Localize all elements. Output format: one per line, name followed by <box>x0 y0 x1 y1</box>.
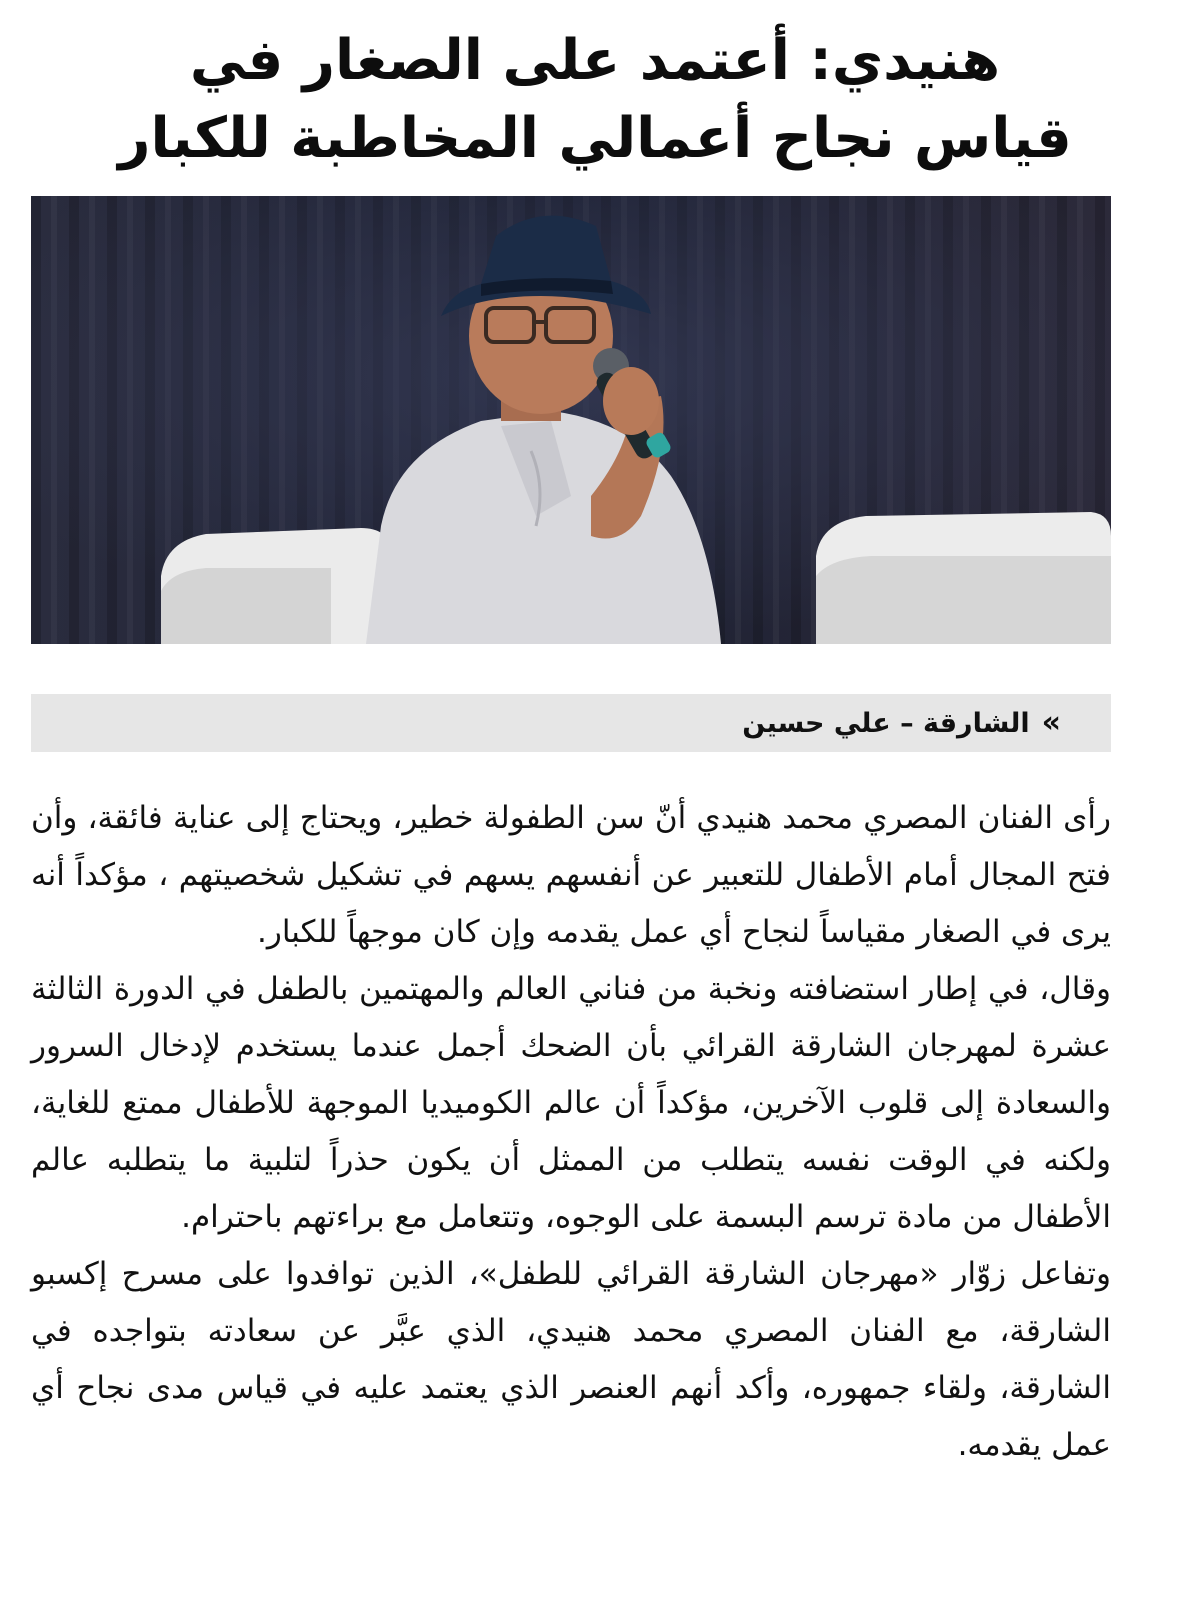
article-paragraph-1: رأى الفنان المصري محمد هنيدي أنّ سن الطفولة خطير، ويحتاج إلى عناية فائقة، وأن فتح المجال أمام الأطفال للتعبير عن أنفسهم يسهم في تشكيل شخصيتهم ، مؤكداً أنه يرى في الصغار مقياساً لنجاح أي عمل يقدمه وإن كان موجهاً للكبار. <box>31 800 1111 950</box>
performer-photo <box>31 196 1111 644</box>
byline <box>742 694 1061 752</box>
article-paragraph-3: وتفاعل زوّار «مهرجان الشارقة القرائي للطفل»، الذين توافدوا على مسرح إكسبو الشارقة، مع الفنان المصري محمد هنيدي، الذي عبَّر عن سعادته بتواجده في الشارقة، ولقاء جمهوره، وأكد أنهم العنصر الذي يعتمد عليه في قياس مدى نجاح أي عمل يقدمه. <box>31 1256 1111 1463</box>
article-paragraph-2: وقال، في إطار استضافته ونخبة من فناني العالم والمهتمين بالطفل في الدورة الثالثة عشرة لمهرجان الشارقة القرائي بأن الضحك أجمل عندما يستخدم لإدخال السرور والسعادة إلى قلوب الآخرين، مؤكداً أن عالم الكوميديا الموجهة للأطفال ممتع للغاية، ولكنه في الوقت نفسه يتطلب من الممثل أن يكون حذراً لتلبية ما يتطلبه عالم الأطفال من مادة ترسم البسمة على الوجوه، وتتعامل مع براءتهم باحترام. <box>31 971 1111 1235</box>
headline-line-2: قياس نجاح أعمالي المخاطبة للكبار <box>118 106 1072 171</box>
headline-line-1: هنيدي: أعتمد على الصغار في <box>189 28 1001 93</box>
byline-text: الشارقة – علي حسين <box>742 708 1030 739</box>
byline-bar <box>31 694 1111 752</box>
article-body <box>31 790 1111 1474</box>
headline <box>30 22 1160 178</box>
double-chevron-left-icon: » <box>1041 705 1061 740</box>
